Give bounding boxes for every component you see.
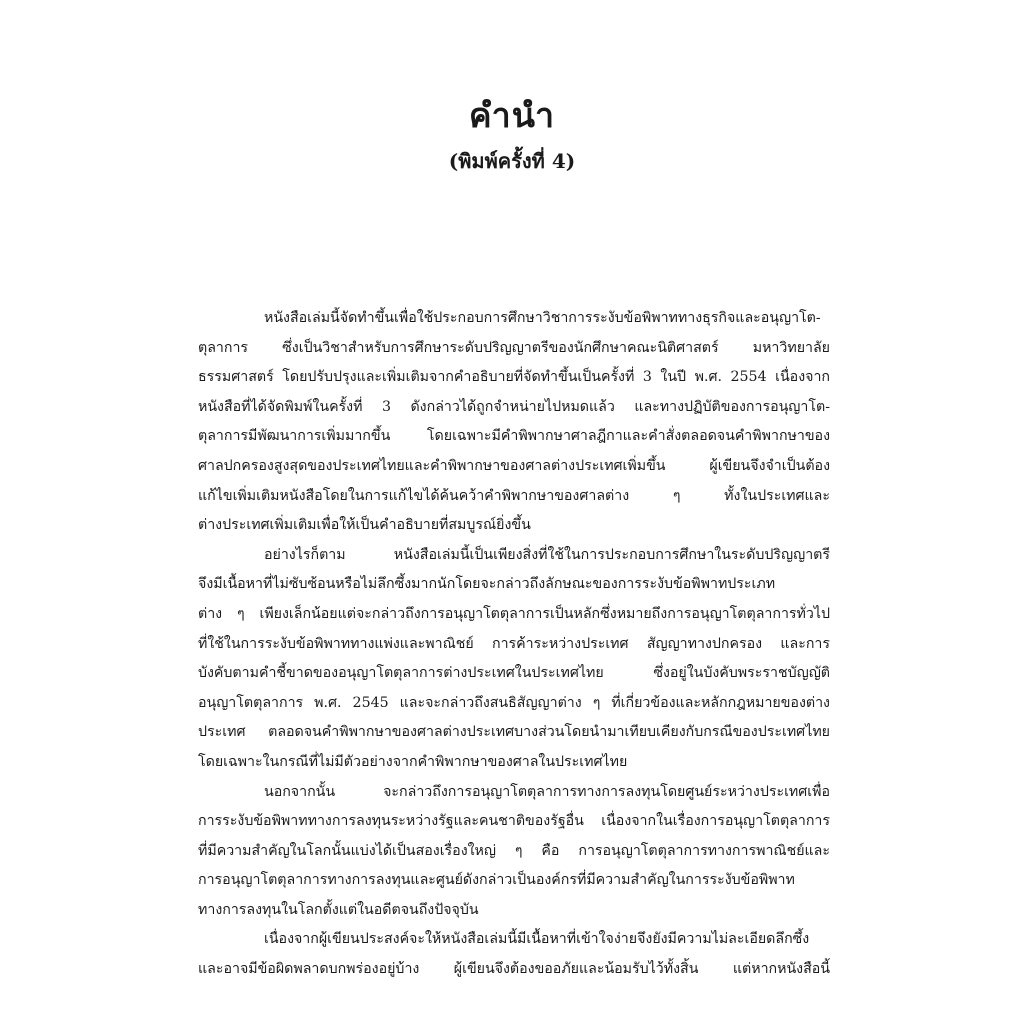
body-text (198, 304, 830, 985)
text-line: อย่างไรก็ตาม หนังสือเล่มนี้เป็นเพียงสิ่งที่ใช้ในการประกอบการศึกษาในระดับปริญญาตรี (264, 546, 830, 563)
text-line: เนื่องจากผู้เขียนประสงค์จะให้หนังสือเล่มนี้มีเนื้อหาที่เข้าใจง่ายจึงยังมีความไม่ละเอียดลึกซึ้ง (264, 931, 810, 948)
text-line: ทางการลงทุนในโลกตั้งแต่ในอดีตจนถึงปัจจุบัน (198, 901, 479, 918)
text-line: โดยเฉพาะในกรณีที่ไม่มีตัวอย่างจากคำพิพากษาของศาลในประเทศไทย (198, 753, 628, 770)
text-line: และอาจมีข้อผิดพลาดบกพร่องอยู่บ้าง ผู้เขียนจึงต้องขออภัยและน้อมรับไว้ทั้งสิ้น แต่หากหนังสือนี้ (198, 961, 830, 978)
text-line: ที่มีความสำคัญในโลกนั้นแบ่งได้เป็นสองเรื่องใหญ่ ๆ คือ การอนุญาโตตุลาการทางการพาณิชย์และ (198, 842, 830, 859)
text-line: แก้ไขเพิ่มเติมหนังสือโดยในการแก้ไขได้ค้นคว้าคำพิพากษาของศาลต่าง ๆ ทั้งในประเทศและ (198, 487, 830, 504)
text-line: นอกจากนั้น จะกล่าวถึงการอนุญาโตตุลาการทางการลงทุนโดยศูนย์ระหว่างประเทศเพื่อ (264, 783, 830, 800)
text-line: ตุลาการ ซึ่งเป็นวิชาสำหรับการศึกษาระดับปริญญาตรีของนักศึกษาคณะนิติศาสตร์ มหาวิทยาลัย (198, 339, 830, 356)
paragraph-3 (198, 778, 830, 926)
text-line: ตุลาการมีพัฒนาการเพิ่มมากขึ้น โดยเฉพาะมีคำพิพากษาศาลฎีกาและคำสั่งตลอดจนคำพิพากษาของ (198, 428, 830, 445)
text-line: ประเทศ ตลอดจนคำพิพากษาของศาลต่างประเทศบางส่วนโดยนำมาเทียบเคียงกับกรณีของประเทศไทย (198, 724, 830, 741)
text-line: การอนุญาโตตุลาการทางการลงทุนและศูนย์ดังกล่าวเป็นองค์กรที่มีความสำคัญในการระงับข้อพิพาท (198, 872, 795, 889)
text-line: การระงับข้อพิพาททางการลงทุนระหว่างรัฐและคนชาติของรัฐอื่น เนื่องจากในเรื่องการอนุญาโตตุลาการ (198, 813, 830, 830)
page-title: คำนำ (468, 96, 556, 136)
text-line: จึงมีเนื้อหาที่ไม่ซับซ้อนหรือไม่ลึกซึ้งมากนักโดยจะกล่าวถึงลักษณะของการระงับข้อพิพาทประเภท (198, 576, 776, 593)
paragraph-4 (198, 925, 830, 984)
page-subtitle: (พิมพ์ครั้งที่ 4) (448, 149, 576, 173)
text-line: อนุญาโตตุลาการ พ.ศ. 2545 และจะกล่าวถึงสนธิสัญญาต่าง ๆ ที่เกี่ยวข้องและหลักกฎหมายของต่าง (198, 694, 830, 711)
text-line: บังคับตามคำชี้ขาดของอนุญาโตตุลาการต่างประเทศในประเทศไทย ซึ่งอยู่ในบังคับพระราชบัญญัติ (198, 665, 830, 682)
text-line: หนังสือที่ได้จัดพิมพ์ในครั้งที่ 3 ดังกล่าวได้ถูกจำหน่ายไปหมดแล้ว และทางปฏิบัติของการอนุญาโต- (198, 398, 830, 415)
text-line: หนังสือเล่มนี้จัดทำขึ้นเพื่อใช้ประกอบการศึกษาวิชาการระงับข้อพิพาททางธุรกิจและอนุญาโต- (264, 310, 821, 326)
paragraph-1 (198, 304, 830, 541)
paragraph-2 (198, 541, 830, 778)
text-line: ต่าง ๆ เพียงเล็กน้อยแต่จะกล่าวถึงการอนุญาโตตุลาการเป็นหลักซึ่งหมายถึงการอนุญาโตตุลาการทั่วไป (198, 605, 830, 622)
text-line: ศาลปกครองสูงสุดของประเทศไทยและคำพิพากษาของศาลต่างประเทศเพิ่มขึ้น ผู้เขียนจึงจำเป็นต้อง (198, 457, 830, 474)
text-line: ที่ใช้ในการระงับข้อพิพาททางแพ่งและพาณิชย์ การค้าระหว่างประเทศ สัญญาทางปกครอง และการ (198, 635, 830, 652)
text-line: ต่างประเทศเพิ่มเติมเพื่อให้เป็นคำอธิบายที่สมบูรณ์ยิ่งขึ้น (198, 517, 531, 534)
text-line: ธรรมศาสตร์ โดยปรับปรุงและเพิ่มเติมจากคำอธิบายที่จัดทำขึ้นเป็นครั้งที่ 3 ในปี พ.ศ. 2554 เนื่องจาก (198, 369, 830, 386)
